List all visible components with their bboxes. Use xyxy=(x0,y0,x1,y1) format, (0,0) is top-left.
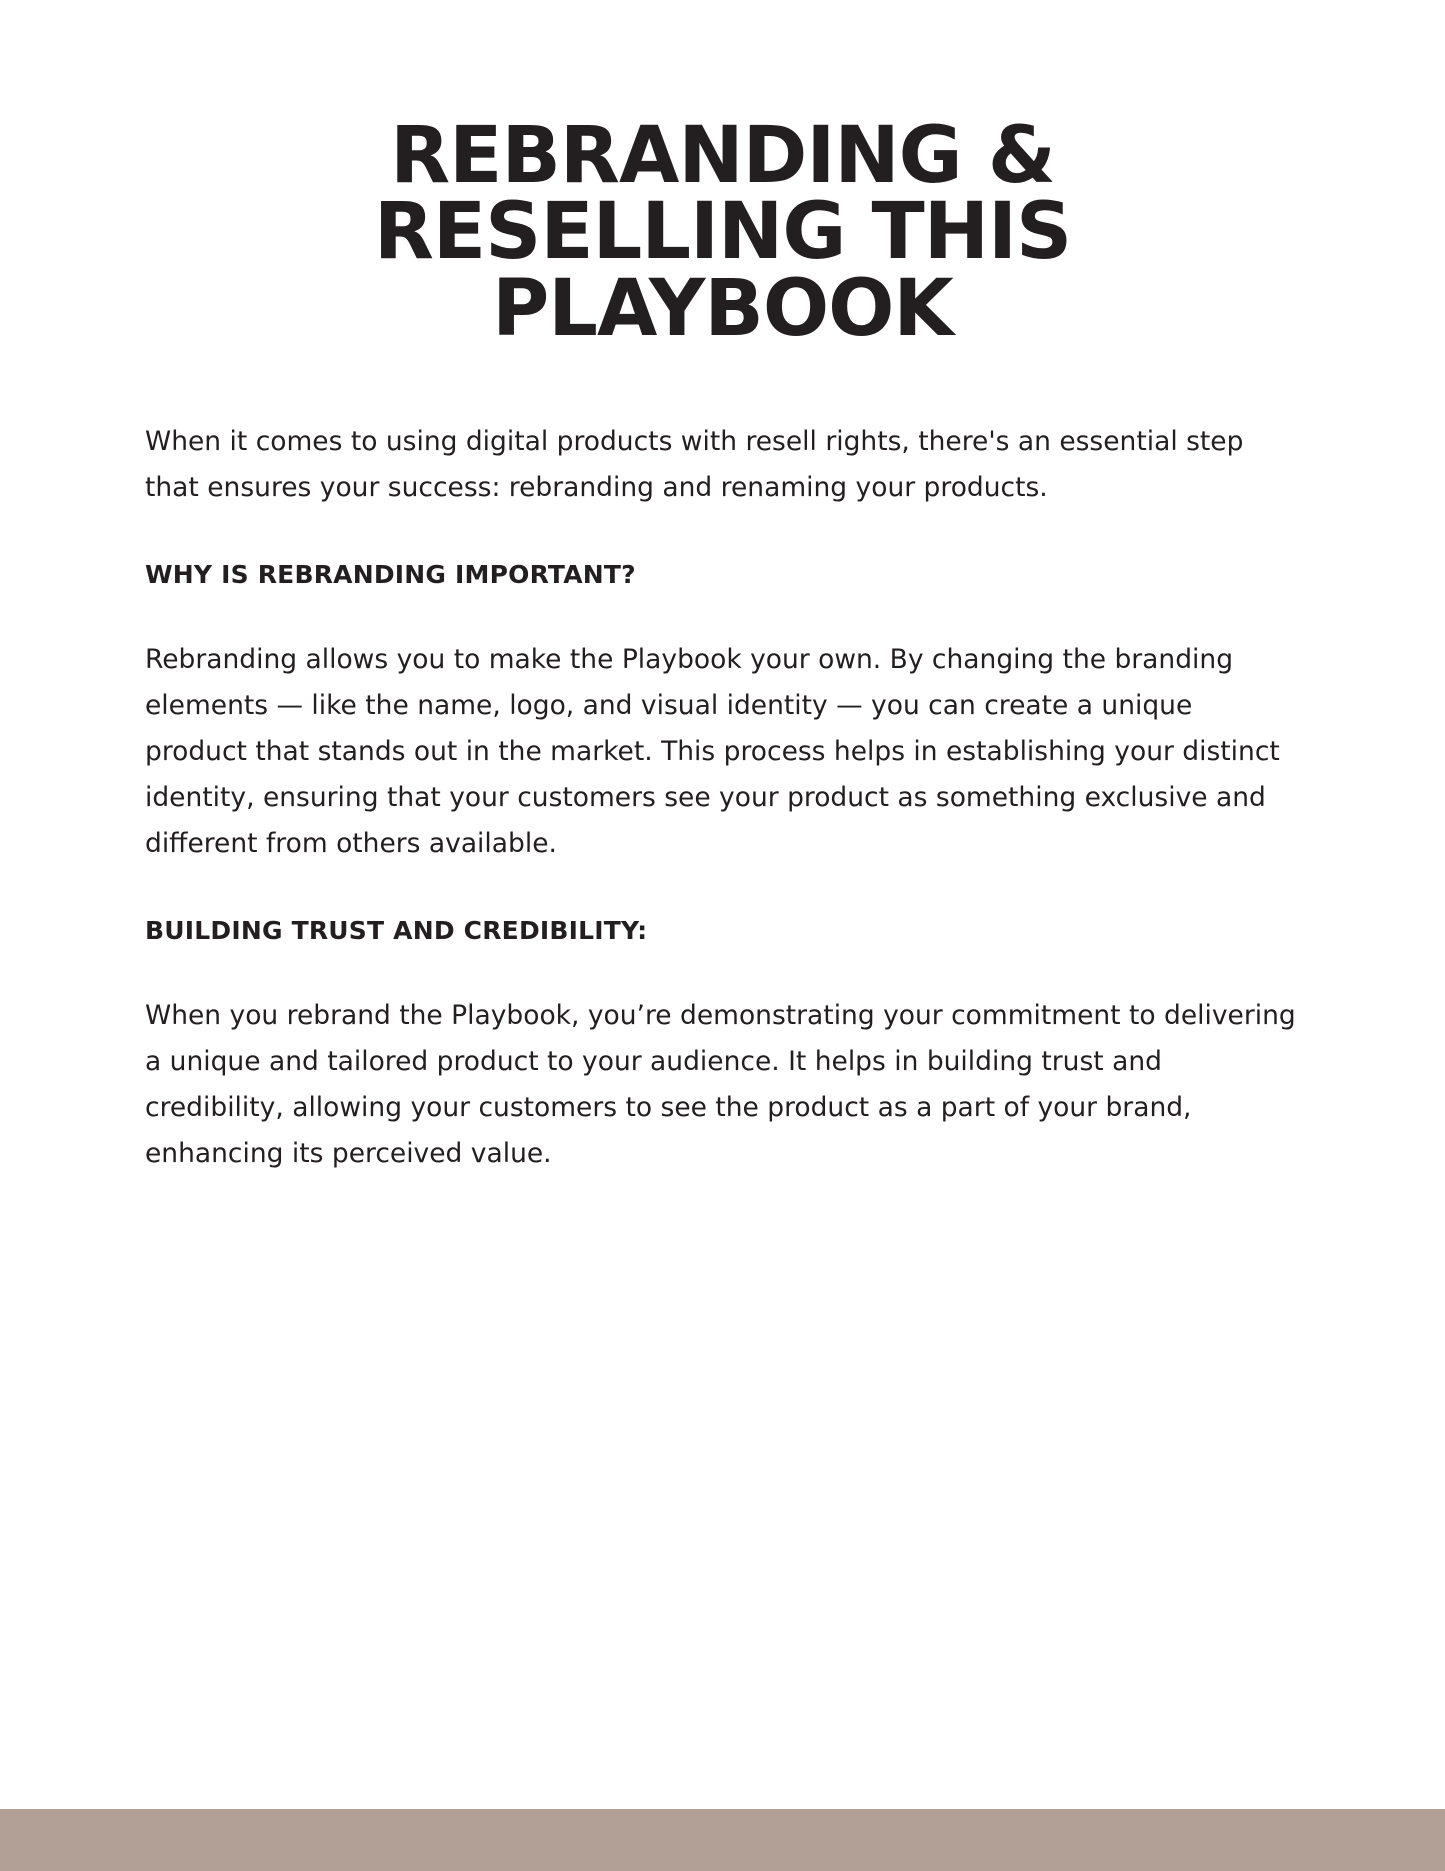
footer-accent-bar xyxy=(0,1809,1445,1871)
page-title: REBRANDING & RESELLING THIS PLAYBOOK xyxy=(373,111,1072,354)
intro-paragraph: When it comes to using digital products with resell rights, there's an essential step that ensures your success: rebranding and renaming your products. xyxy=(145,426,1244,504)
section-heading-building-trust-and-credibility: BUILDING TRUST AND CREDIBILITY: xyxy=(145,915,648,945)
section-heading-why-is-rebranding-important: WHY IS REBRANDING IMPORTANT? xyxy=(145,559,636,589)
section-paragraph-building-trust-and-credibility: When you rebrand the Playbook, you’re demonstrating your commitment to delivering a unique and tailored product to your audience. It helps in building trust and credibility, allowing your customers to see the product as a part of your brand, enhancing its perceived value. xyxy=(145,1000,1296,1170)
document-body xyxy=(145,419,1300,1177)
section-paragraph-why-is-rebranding-important: Rebranding allows you to make the Playbook your own. By changing the branding elements — like the name, logo, and visual identity — you can create a unique product that stands out in the market. This process helps in establishing your distinct identity, ensuring that your customers see your product as something exclusive and different from others available. xyxy=(145,644,1280,860)
